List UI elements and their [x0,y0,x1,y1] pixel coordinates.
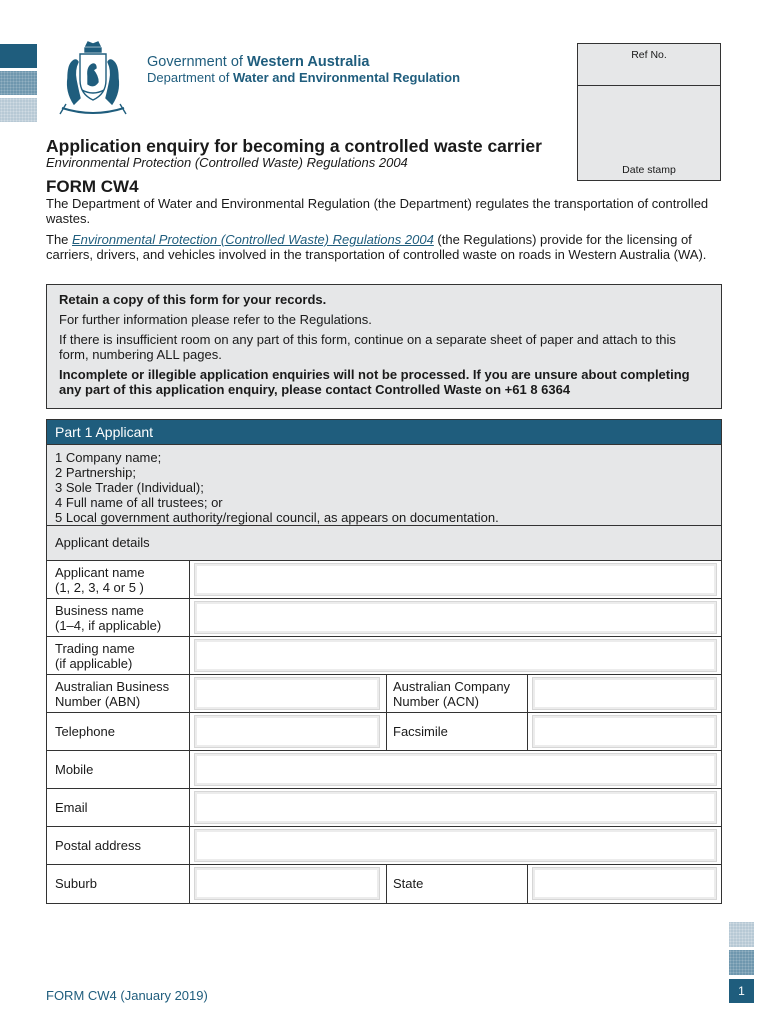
applicant-type-list [47,445,721,526]
abn-label: Australian Business Number (ABN) [55,679,170,709]
notice-incomplete-warning: Incomplete or illegible application enquiries will not be processed. If you are unsure about completing any part of this application enquiry, please contact Controlled Waste on +61 8 6364 [59,367,690,397]
trading-name-row [47,637,721,675]
state-field[interactable] [532,867,717,900]
decor-square-dark [0,44,37,68]
decor-square-light [729,922,754,947]
wa-crest-logo [52,40,134,118]
state-label: State [393,876,424,891]
business-name-label: Business name (1–4, if applicable) [55,603,162,633]
abn-acn-row [47,675,721,713]
department-name: Department of Water and Environmental Regulation [147,70,461,85]
applicant-name-row [47,561,721,599]
facsimile-field[interactable] [532,715,717,748]
facsimile-label: Facsimile [393,724,448,739]
decor-square-mid [0,71,37,95]
government-name: Government of Western Australia [147,54,370,70]
email-label: Email [55,800,88,815]
notice-retain-copy: Retain a copy of this form for your records. [59,292,327,307]
suburb-state-row [47,865,721,903]
business-name-row [47,599,721,637]
notice-box [46,284,722,409]
page-subtitle: Environmental Protection (Controlled Waste) Regulations 2004 [46,155,408,170]
postal-address-field[interactable] [194,829,717,862]
applicant-type-option: 4 Full name of all trustees; or [55,495,223,510]
footer-form-date: FORM CW4 (January 2019) [46,988,208,1003]
suburb-field[interactable] [194,867,380,900]
acn-field[interactable] [532,677,717,710]
suburb-label: Suburb [55,876,97,891]
ref-no-label: Ref No. [578,44,720,86]
form-number: FORM CW4 [46,177,139,196]
notice-further-info: For further information please refer to the Regulations. [59,312,372,327]
notice-insufficient-room: If there is insufficient room on any part of this form, continue on a separate sheet of paper and attach to this form, numbering ALL pages. [59,332,676,362]
date-stamp-label: Date stamp [622,164,676,176]
decor-square-mid [729,950,754,975]
regulations-link[interactable]: Environmental Protection (Controlled Waste) Regulations 2004 [72,232,434,247]
mobile-field[interactable] [194,753,717,786]
applicant-type-option: 3 Sole Trader (Individual); [55,480,204,495]
business-name-field[interactable] [194,601,717,634]
page-number: 1 [729,979,754,1003]
telephone-facsimile-row [47,713,721,751]
mobile-row [47,751,721,789]
acn-label: Australian Company Number (ACN) [393,679,511,709]
applicant-type-option: 2 Partnership; [55,465,136,480]
ref-date-stamp-box [577,43,721,181]
email-row [47,789,721,827]
applicant-type-option: 5 Local government authority/regional council, as appears on documentation. [55,510,499,525]
applicant-name-field[interactable] [194,563,717,596]
part1-header: Part 1 Applicant [47,420,721,445]
email-field[interactable] [194,791,717,824]
applicant-details-heading: Applicant details [47,526,721,561]
applicant-name-label: Applicant name (1, 2, 3, 4 or 5 ) [55,565,145,595]
part1-applicant-form [46,419,722,904]
telephone-label: Telephone [55,724,115,739]
page-title: Application enquiry for becoming a controlled waste carrier [46,136,542,156]
postal-address-label: Postal address [55,838,141,853]
trading-name-field[interactable] [194,639,717,672]
trading-name-label: Trading name (if applicable) [55,641,135,671]
mobile-label: Mobile [55,762,94,777]
telephone-field[interactable] [194,715,380,748]
abn-field[interactable] [194,677,380,710]
applicant-type-option: 1 Company name; [55,450,162,465]
intro-paragraph-1: The Department of Water and Environmental Regulation (the Department) regulates the transportation of controlled wastes. [46,196,709,226]
intro-paragraph-2: The Environmental Protection (Controlled Waste) Regulations 2004 (the Regulations) provide for the licensing of carriers, drivers, and vehicles involved in the transportation of controlled waste on roads in Western Australia (WA). [46,232,707,262]
postal-address-row [47,827,721,865]
decor-square-light [0,98,37,122]
